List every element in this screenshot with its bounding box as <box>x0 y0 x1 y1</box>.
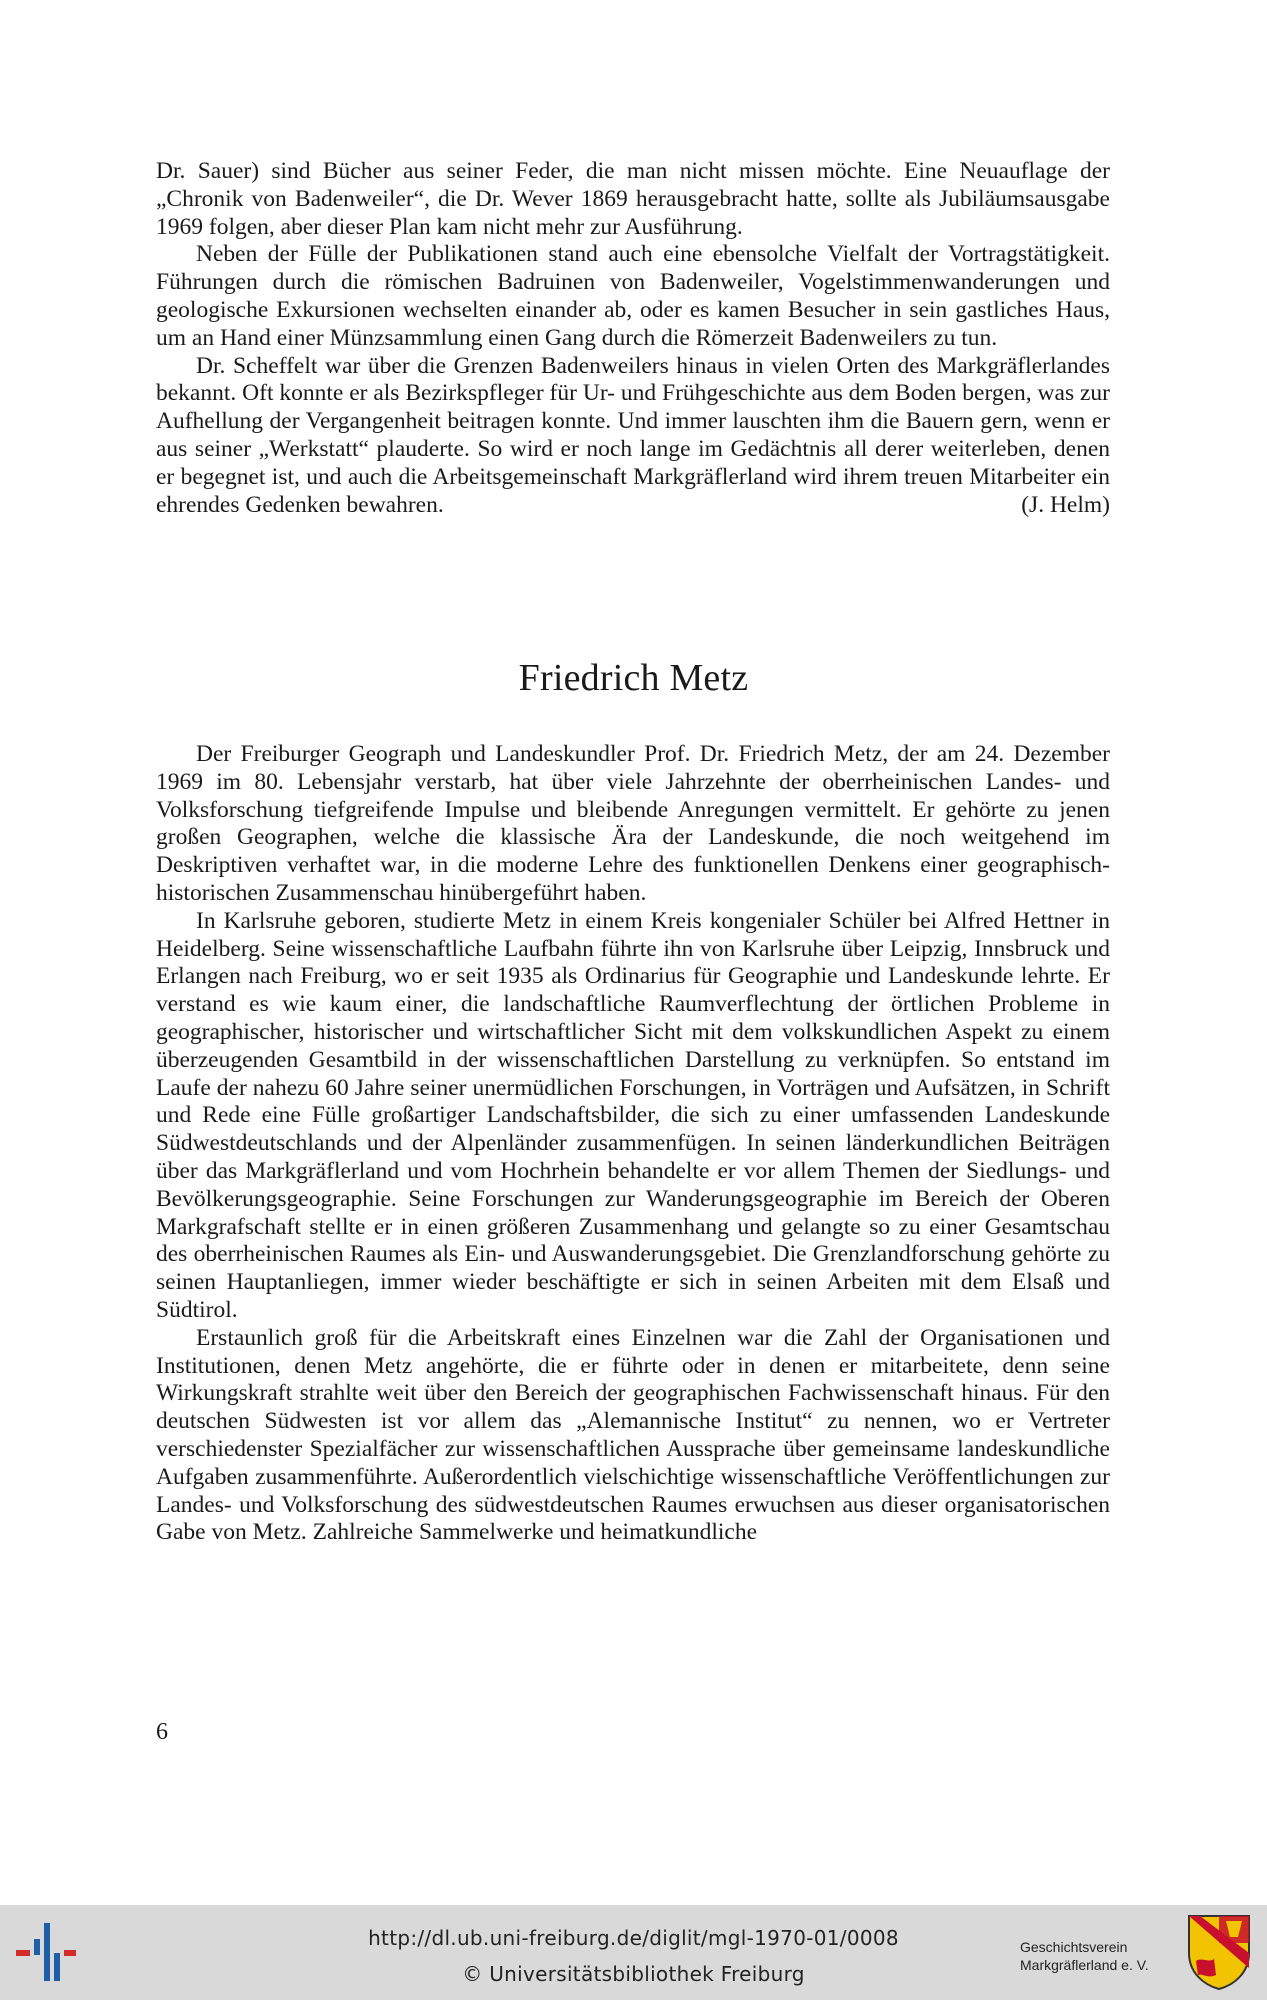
body-paragraph: Neben der Fülle der Publikationen stand auch eine ebensolche Vielfalt der Vortragstätigkeit. Führungen durch die römischen Badruinen von Badenweiler, Vogelstimmenwanderungen und geologische Exkursionen wechselten einander ab, oder es kamen Besucher in sein gastliches Haus, um an Hand einer Münzsammlung einen Gang durch die Römerzeit Badenweilers zu tun. <box>156 241 1110 351</box>
metz-obituary-section <box>156 741 1110 1547</box>
society-name <box>1020 1938 1190 1974</box>
document-url-link[interactable]: http://dl.ub.uni-freiburg.de/diglit/mgl-1970-01/0008 <box>368 1926 899 1950</box>
obituary-helm-section <box>156 158 1110 519</box>
body-paragraph: Der Freiburger Geograph und Landeskundler Prof. Dr. Friedrich Metz, der am 24. Dezember 1969 im 80. Lebensjahr verstarb, hat über viele Jahrzehnte der oberrheinischen Landes- und Volksforschung tiefgreifende Impulse und bleibende Anregungen vermittelt. Er gehörte zu jenen großen Geographen, welche die klassische Ära der Landeskunde, die noch weitgehend im Deskriptiven verhaftet war, in die moderne Lehre des funktionellen Denkens einer geographisch-historischen Zusammenschau hinübergeführt haben. <box>156 741 1110 906</box>
section-title: Friedrich Metz <box>518 657 749 699</box>
body-paragraph: Erstaunlich groß für die Arbeitskraft eines Einzelnen war die Zahl der Organisationen und Institutionen, denen Metz angehörte, die er führte oder in denen er mitarbeitete, denn seine Wirkungskraft strahlte weit über den Bereich der geographischen Fachwissenschaft hinaus. Für den deutschen Südwesten ist vor allem das „Alemannische Institut“ zu nennen, wo er Vertreter verschiedenster Spezialfächer zur wissenschaftlichen Aussprache über gemeinsame landeskundliche Aufgaben zusammenführte. Außerordentlich vielschichtige wissenschaftliche Veröffentlichungen zur Landes- und Volksforschung des südwestdeutschen Raumes erwuchsen aus dieser organisatorischen Gabe von Metz. Zahlreiche Sammelwerke und heimatkundliche <box>156 1324 1110 1546</box>
author-signature: (J. Helm) <box>1021 491 1110 518</box>
closing-text: Dr. Scheffelt war über die Grenzen Badenweilers hinaus in vielen Orten des Markgräflerlandes bekannt. Oft konnte er als Bezirkspfleger für Ur- und Frühgeschichte aus dem Boden bergen, was zur Aufhellung der Vergangenheit beitragen konnte. Und immer lauschten ihm die Bauern gern, wenn er aus seiner „Werkstatt“ plauderte. So wird er noch lange im Gedächtnis all derer weiterleben, denen er begegnet ist, und auch die Arbeitsgemeinschaft Markgräflerland wird ihrem treuen Mitarbeiter ein ehrendes Gedenken bewahren. <box>156 352 1110 518</box>
body-paragraph: Dr. Sauer) sind Bücher aus seiner Feder, die man nicht missen möchte. Eine Neuauflage der „Chronik von Badenweiler“, die Dr. Wever 1869 herausgebracht hatte, sollte als Jubiläumsausgabe 1969 folgen, aber dieser Plan kam nicht mehr zur Ausführung. <box>156 158 1110 240</box>
copyright-notice: © Universitätsbibliothek Freiburg <box>462 1962 805 1986</box>
coat-of-arms-icon[interactable] <box>1186 1913 1252 1991</box>
page-number: 6 <box>156 1719 168 1745</box>
society-name-line1: Geschichtsverein <box>1020 1939 1128 1955</box>
body-paragraph: In Karlsruhe geboren, studierte Metz in einem Kreis kongenialer Schüler bei Alfred Hettner in Heidelberg. Seine wissenschaftliche Laufbahn führte ihn von Karlsruhe über Leipzig, Innsbruck und Erlangen nach Freiburg, wo er seit 1935 als Ordinarius für Geographie und Landeskunde lehrte. Er verstand es wie kaum einer, die landschaftliche Raumverflechtung der örtlichen Probleme in geographischer, historischer und wirtschaftlicher Sicht mit dem volkskundlichen Aspekt zu einem überzeugenden Gesamtbild in der wissenschaftlichen Darstellung zu verknüpfen. So entstand im Laufe der nahezu 60 Jahre seiner unermüdlichen Forschungen, in Vorträgen und Aufsätzen, in Schrift und Rede eine Fülle großartiger Landschaftsbilder, die sich zu einer umfassenden Landeskunde Südwestdeutschlands und der Alpenländer zusammenfügen. In seinen länderkundlichen Beiträgen über das Markgräflerland und vom Hochrhein behandelte er vor allem Themen der Siedlungs- und Bevölkerungsgeographie. Seine Forschungen zur Wanderungsgeographie im Bereich der Oberen Markgrafschaft stellte er in einen größeren Zusammenhang und gelangte so zu einer Gesamtschau des oberrheinischen Raumes als Ein- und Auswanderungsgebiet. Die Grenzlandforschung gehörte zu seinen Hauptanliegen, immer wieder beschäftigte er sich in seinen Arbeiten mit dem Elsaß und Südtirol. <box>156 907 1110 1323</box>
society-name-line2: Markgräflerland e. V. <box>1020 1957 1149 1973</box>
footer-bar <box>0 1905 1267 2000</box>
body-paragraph-closing <box>156 353 1110 520</box>
